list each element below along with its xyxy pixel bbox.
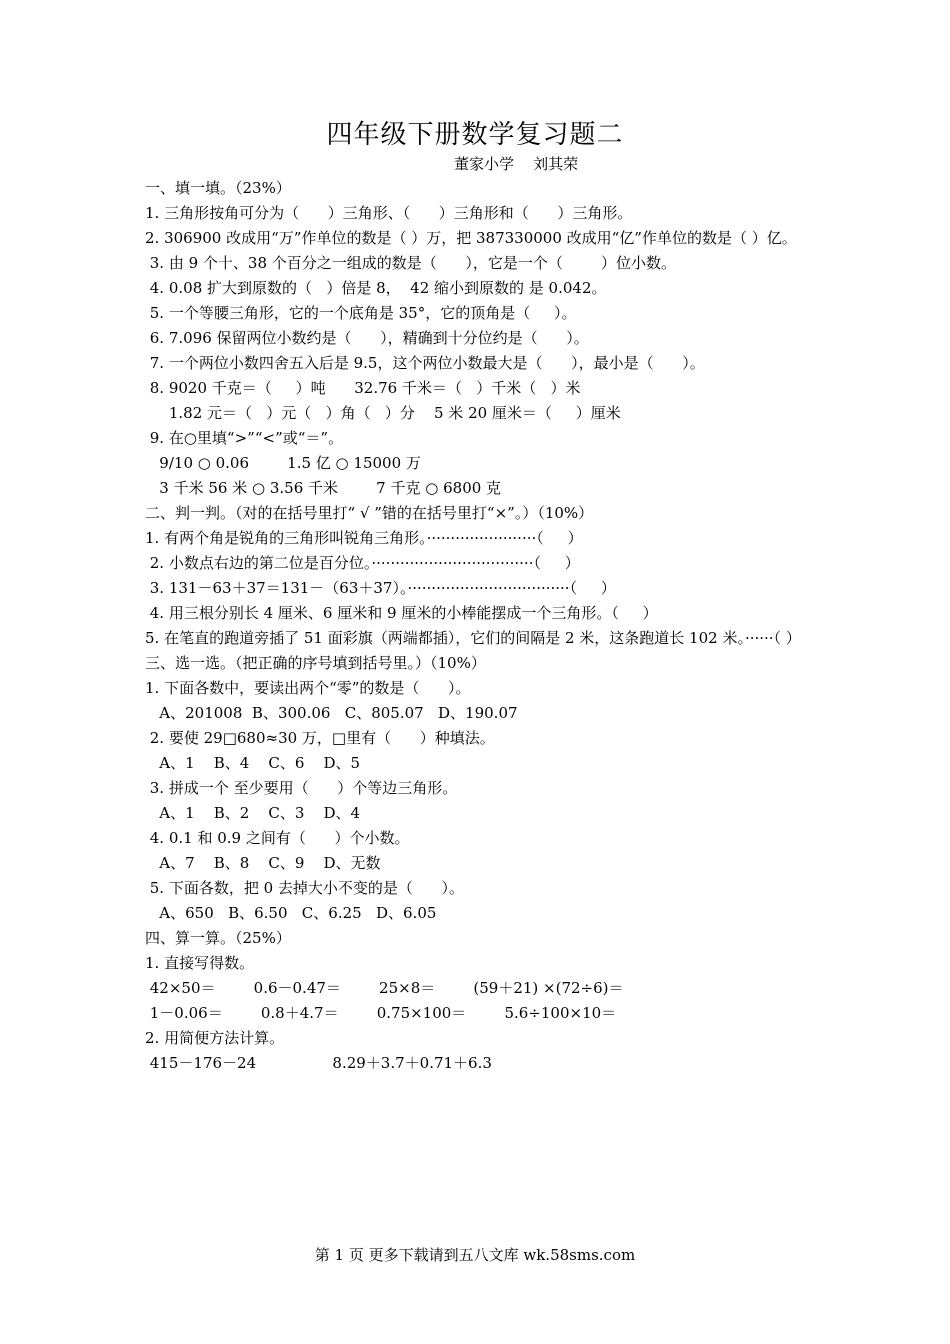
worksheet-body: [145, 176, 825, 1076]
fill-question-5: 5. 一个等腰三角形，它的一个底角是 35°，它的顶角是（ ）。: [145, 304, 577, 322]
choose-question-1: 1. 下面各数中，要读出两个“零”的数是（ ）。: [145, 679, 471, 697]
judge-question-1: 1. 有两个角是锐角的三角形叫锐角三角形。·······················（ ）: [145, 529, 583, 547]
calc-question-2: 2. 用简便方法计算。: [145, 1029, 285, 1047]
fill-question-8a: 8. 9020 千克＝（ ）吨 32.76 千米＝（ ）千米（ ）米: [145, 379, 581, 397]
choose-options-4: A、7 B、8 C、9 D、无数: [145, 854, 381, 872]
page-footer: 第 1 页 更多下载请到五八文库 wk.58sms.com: [314, 1246, 636, 1264]
section-header-judge: 二、判一判。（对的在括号里打“ √ ”错的在括号里打“×”。）（10%）: [145, 504, 594, 522]
choose-options-1: A、201008 B、300.06 C、805.07 D、190.07: [145, 704, 518, 722]
calc-row-1: 42×50＝ 0.6－0.47＝ 25×8＝ (59＋21) ×(72÷6)＝: [145, 979, 624, 997]
choose-options-3: A、1 B、2 C、3 D、4: [145, 804, 361, 822]
fill-question-3: 3. 由 9 个十、38 个百分之一组成的数是（ ），它是一个（ ）位小数。: [145, 254, 677, 272]
choose-question-2: 2. 要使 29□680≈30 万，□里有（ ）种填法。: [145, 729, 495, 747]
calc-row-2: 1－0.06＝ 0.8＋4.7＝ 0.75×100＝ 5.6÷100×10＝: [145, 1004, 617, 1022]
judge-question-3: 3. 131－63＋37＝131－（63＋37）。··································（ ）: [145, 579, 616, 597]
judge-question-5: 5. 在笔直的跑道旁插了 51 面彩旗（两端都插），它们的间隔是 2 米，这条跑道长 102 米。······（ ）: [145, 629, 801, 647]
fill-question-9b: 3 千米 56 米 ○ 3.56 千米 7 千克 ○ 6800 克: [145, 479, 502, 497]
page-subtitle: 董家小学 刘其荣: [454, 155, 579, 173]
section-header-choose: 三、选一选。（把正确的序号填到括号里。）（10%）: [145, 654, 486, 672]
section-header-calc: 四、算一算。（25%）: [145, 929, 291, 947]
choose-options-5: A、650 B、6.50 C、6.25 D、6.05: [145, 904, 437, 922]
fill-question-9: 9. 在○里填“>”“<”或“＝”。: [145, 429, 344, 447]
choose-options-2: A、1 B、4 C、6 D、5: [145, 754, 361, 772]
fill-question-8b: 1.82 元＝（ ）元（ ）角（ ）分 5 米 20 厘米＝（ ）厘米: [145, 404, 621, 422]
fill-question-1: 1. 三角形按角可分为（ ）三角形、（ ）三角形和（ ）三角形。: [145, 204, 633, 222]
calc-question-1: 1. 直接写得数。: [145, 954, 255, 972]
judge-question-4: 4. 用三根分别长 4 厘米、6 厘米和 9 厘米的小棒能摆成一个三角形。（ ）: [145, 604, 658, 622]
fill-question-7: 7. 一个两位小数四舍五入后是 9.5，这个两位小数最大是（ ），最小是（ ）。: [145, 354, 705, 372]
calc-row-3: 415－176－24 8.29＋3.7＋0.71＋6.3: [145, 1054, 492, 1072]
fill-question-4: 4. 0.08 扩大到原数的（ ）倍是 8， 42 缩小到原数的 是 0.042。: [145, 279, 607, 297]
page-title: 四年级下册数学复习题二: [326, 120, 624, 150]
choose-question-4: 4. 0.1 和 0.9 之间有（ ）个小数。: [145, 829, 410, 847]
fill-question-9a: 9/10 ○ 0.06 1.5 亿 ○ 15000 万: [145, 454, 421, 472]
fill-question-6: 6. 7.096 保留两位小数约是（ ），精确到十分位约是（ ）。: [145, 329, 589, 347]
fill-question-2: 2. 306900 改成用“万”作单位的数是（ ）万，把 387330000 改成用“亿”作单位的数是（ ）亿。: [145, 229, 797, 247]
section-header-fill: 一、填一填。（23%）: [145, 179, 291, 197]
judge-question-2: 2. 小数点右边的第二位是百分位。··································（ ）: [145, 554, 580, 572]
choose-question-3: 3. 拼成一个 至少要用（ ）个等边三角形。: [145, 779, 458, 797]
choose-question-5: 5. 下面各数，把 0 去掉大小不变的是（ ）。: [145, 879, 465, 897]
